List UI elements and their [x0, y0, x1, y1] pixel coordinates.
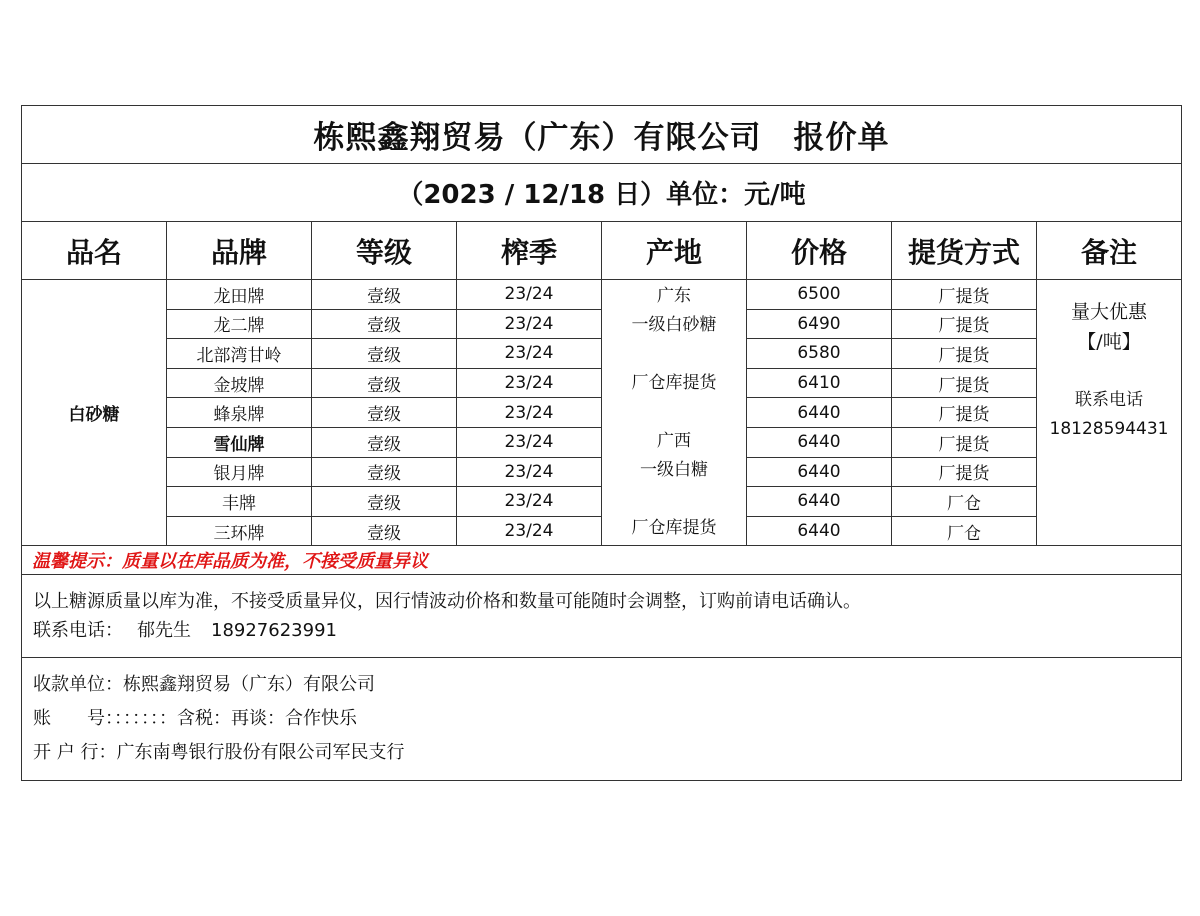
season-cell: 23/24 [457, 516, 602, 546]
contact-label: 联系电话： [33, 620, 123, 642]
grade-cell: 壹级 [312, 368, 457, 398]
table-row [22, 280, 1182, 310]
remark-cell [1037, 280, 1182, 546]
header-grade: 等级 [312, 222, 457, 280]
header-remark: 备注 [1037, 222, 1182, 280]
header-season: 榨季 [457, 222, 602, 280]
header-brand: 品牌 [167, 222, 312, 280]
grade-cell: 壹级 [312, 398, 457, 428]
grade-cell: 壹级 [312, 487, 457, 517]
price-cell: 6490 [747, 309, 892, 339]
pickup-cell: 厂提货 [892, 457, 1037, 487]
season-cell: 23/24 [457, 427, 602, 457]
header-pickup: 提货方式 [892, 222, 1037, 280]
season-cell: 23/24 [457, 368, 602, 398]
brand-cell: 金坡牌 [167, 368, 312, 398]
price-cell: 6440 [747, 398, 892, 428]
season-cell: 23/24 [457, 280, 602, 310]
brand-cell: 丰牌 [167, 487, 312, 517]
brand-cell: 蜂泉牌 [167, 398, 312, 428]
payee-line: 收款单位：栋熙鑫翔贸易（广东）有限公司 [33, 674, 375, 696]
pickup-cell: 厂仓 [892, 516, 1037, 546]
price-cell: 6440 [747, 427, 892, 457]
origin-line: 一级白糖 [640, 460, 708, 481]
pickup-cell: 厂提货 [892, 427, 1037, 457]
price-cell: 6440 [747, 457, 892, 487]
pickup-cell: 厂提货 [892, 368, 1037, 398]
remark-line: 联系电话 [1075, 390, 1143, 410]
remark-line: 【/吨】 [1077, 331, 1141, 353]
sheet-subtitle: （2023 / 12/18 日）单位：元/吨 [22, 164, 1182, 222]
header-row [22, 222, 1182, 280]
quotation-sheet [21, 105, 1181, 781]
brand-cell: 龙二牌 [167, 309, 312, 339]
grade-cell: 壹级 [312, 280, 457, 310]
pickup-cell: 厂仓 [892, 487, 1037, 517]
brand-cell: 北部湾甘岭 [167, 339, 312, 369]
grade-cell: 壹级 [312, 427, 457, 457]
grade-cell: 壹级 [312, 457, 457, 487]
season-cell: 23/24 [457, 398, 602, 428]
product-name: 白砂糖 [22, 280, 167, 546]
pickup-cell: 厂提货 [892, 339, 1037, 369]
origin-cell [602, 280, 747, 546]
bank-line: 开 户 行：广东南粤银行股份有限公司军民支行 [33, 742, 405, 764]
header-product: 品名 [22, 222, 167, 280]
header-origin: 产地 [602, 222, 747, 280]
header-price: 价格 [747, 222, 892, 280]
quotation-table [21, 105, 1182, 781]
account-line: 账 号：：：：：：：含税：再谈：合作快乐 [33, 708, 357, 730]
price-cell: 6410 [747, 368, 892, 398]
warm-tip: 温馨提示：质量以在库品质为准，不接受质量异议 [22, 546, 1182, 575]
price-cell: 6440 [747, 516, 892, 546]
note-text: 以上糖源质量以库为准，不接受质量异仪，因行情波动价格和数量可能随时会调整，订购前请电话确认。 [33, 591, 861, 613]
origin-line: 厂仓库提货 [631, 373, 717, 394]
origin-line: 一级白砂糖 [631, 315, 717, 336]
contact-phone: 18927623991 [211, 620, 337, 642]
origin-line: 广西 [657, 431, 691, 452]
grade-cell: 壹级 [312, 339, 457, 369]
payment-block [22, 658, 1182, 781]
sheet-title: 栋熙鑫翔贸易（广东）有限公司 报价单 [22, 106, 1182, 164]
contact-name: 郁先生 [137, 620, 191, 642]
origin-line: 广东 [657, 286, 691, 307]
pickup-cell: 厂提货 [892, 309, 1037, 339]
pickup-cell: 厂提货 [892, 398, 1037, 428]
pickup-cell: 厂提货 [892, 280, 1037, 310]
grade-cell: 壹级 [312, 309, 457, 339]
brand-cell: 龙田牌 [167, 280, 312, 310]
brand-cell: 银月牌 [167, 457, 312, 487]
grade-cell: 壹级 [312, 516, 457, 546]
price-cell: 6500 [747, 280, 892, 310]
contact-phone: 18128594431 [1049, 419, 1169, 439]
season-cell: 23/24 [457, 309, 602, 339]
brand-cell: 三环牌 [167, 516, 312, 546]
remark-line: 量大优惠 [1070, 301, 1147, 323]
brand-cell: 雪仙牌 [167, 427, 312, 457]
season-cell: 23/24 [457, 487, 602, 517]
note-block [22, 575, 1182, 658]
season-cell: 23/24 [457, 339, 602, 369]
origin-line: 厂仓库提货 [631, 518, 717, 539]
price-cell: 6580 [747, 339, 892, 369]
season-cell: 23/24 [457, 457, 602, 487]
price-cell: 6440 [747, 487, 892, 517]
